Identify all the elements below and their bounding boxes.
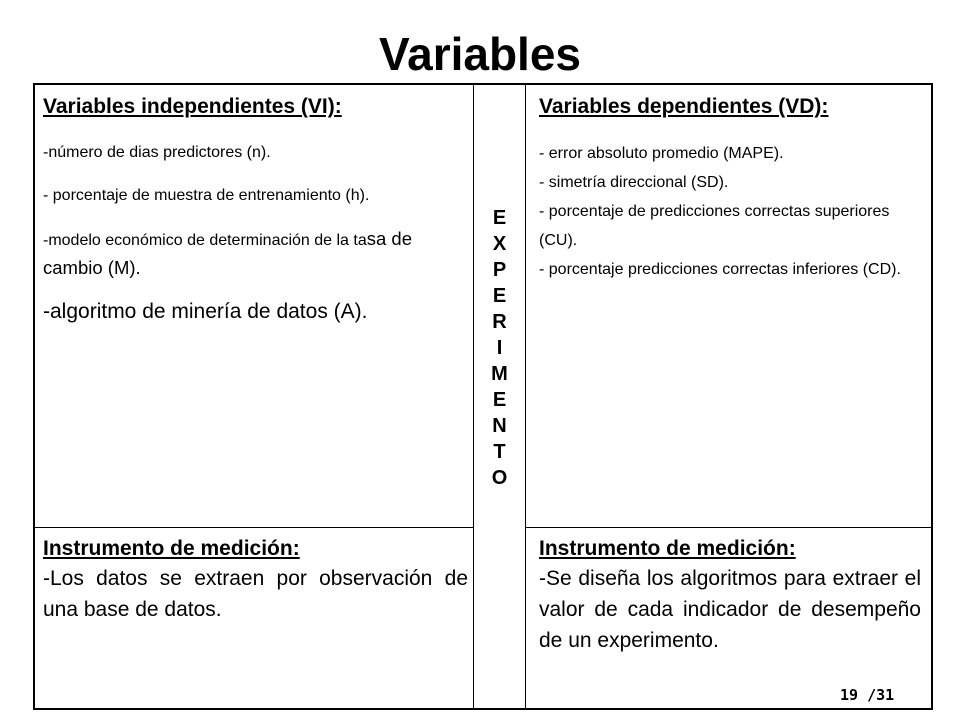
vertical-letter: N — [492, 415, 507, 437]
independent-variables-cell — [43, 93, 468, 327]
instrument-right-heading: Instrumento de medición: — [539, 537, 796, 560]
vertical-letter: I — [496, 337, 503, 359]
variables-table — [33, 83, 933, 710]
vertical-letter: T — [493, 441, 506, 463]
vertical-letter: R — [492, 311, 507, 333]
vertical-letter: M — [491, 363, 508, 385]
variable-cd: - porcentaje predicciones correctas inferiores (CD). — [539, 261, 901, 278]
dependent-variables-cell — [539, 93, 921, 284]
row-divider-right — [525, 527, 931, 528]
instrument-left-text: -Los datos se extraen por observación de una base de datos. — [43, 567, 468, 621]
column-divider-right — [525, 85, 526, 708]
row-divider-left — [35, 527, 473, 528]
variable-n: -número de dias predictores (n). — [43, 144, 271, 161]
variable-cu: - porcentaje de predicciones correctas superiores (CU). — [539, 203, 890, 249]
variable-h: - porcentaje de muestra de entrenamiento (h). — [43, 187, 370, 204]
variable-m-part1: -modelo económico de determinación de la ta — [43, 232, 367, 249]
vertical-letter: E — [492, 285, 507, 307]
variable-a: -algoritmo de minería de datos (A). — [43, 300, 368, 323]
vertical-letter: P — [492, 259, 507, 281]
vertical-letter: E — [492, 389, 507, 411]
vertical-letter: E — [492, 207, 507, 229]
page-number: 19 /31 — [840, 686, 895, 704]
independent-variables-heading: Variables independientes (VI): — [43, 95, 342, 118]
slide-title: Variables — [378, 28, 582, 80]
instrument-right-cell — [539, 535, 921, 656]
variable-mape: - error absoluto promedio (MAPE). — [539, 145, 784, 162]
variable-sd: - simetría direccional (SD). — [539, 174, 729, 191]
experimento-vertical-label — [474, 205, 525, 491]
variable-m — [43, 225, 468, 283]
instrument-left-cell — [43, 535, 468, 625]
instrument-right-text: -Se diseña los algoritmos para extraer el valor de cada indicador de desempeño de un experimento. — [539, 567, 921, 652]
dependent-variables-heading: Variables dependientes (VD): — [539, 95, 829, 118]
vertical-letter: O — [491, 467, 508, 489]
vertical-letter: X — [492, 233, 507, 255]
variable-m-part2: sa de cambio (M). — [43, 228, 413, 278]
instrument-left-heading: Instrumento de medición: — [43, 537, 300, 560]
